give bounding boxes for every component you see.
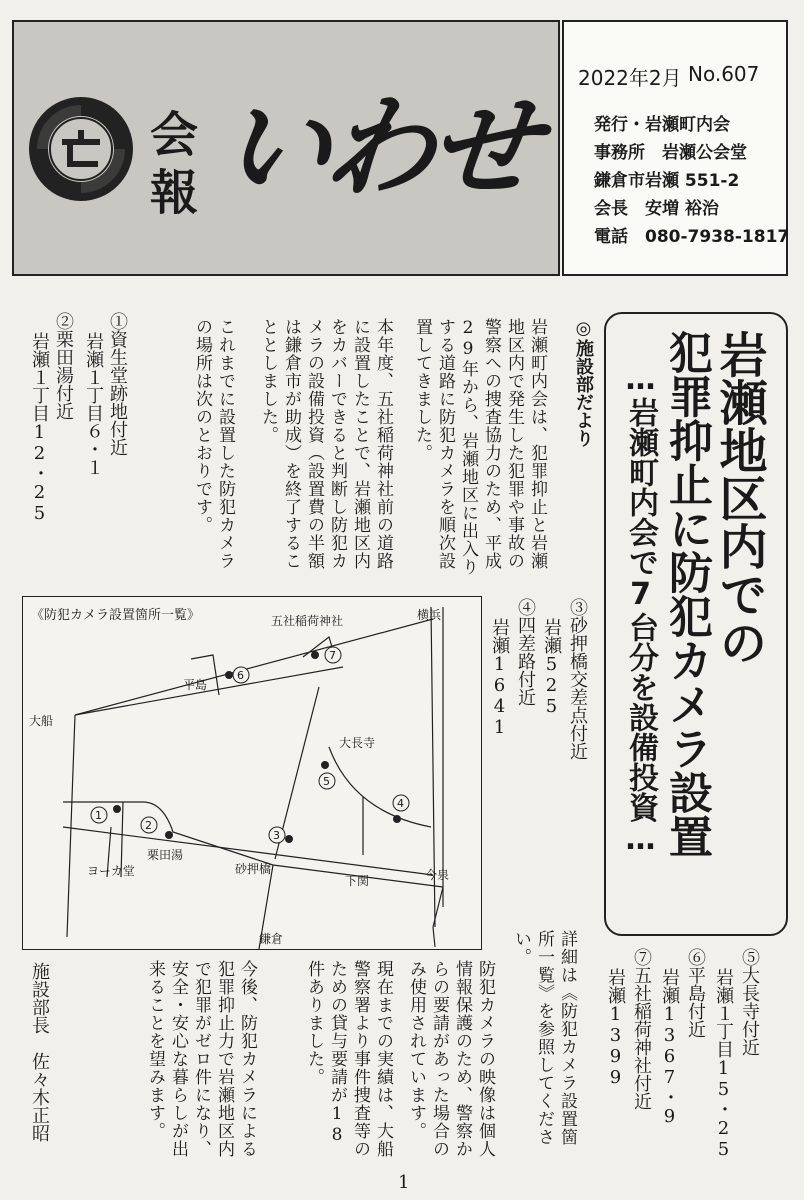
svg-text:2: 2 bbox=[145, 819, 152, 832]
map-label-ofuna: 大船 bbox=[29, 714, 54, 728]
masthead-kai: 会 bbox=[150, 107, 199, 163]
map-label-kamakura: 鎌倉 bbox=[259, 932, 284, 946]
location-5-address: 岩瀬１丁目15・25 bbox=[713, 968, 734, 1160]
map-title: 《防犯カメラ設置箇所一覧》 bbox=[31, 608, 201, 623]
location-2-name: ②栗田湯付近 bbox=[53, 312, 74, 420]
headline-line2: 犯罪抑止に防犯カメラ設置 bbox=[661, 330, 712, 858]
headline-subtitle: …岩瀬町内会で7台分を設備投資… bbox=[623, 362, 658, 857]
location-7-name: ⑦五社稲荷神社付近 bbox=[631, 948, 652, 1110]
address: 鎌倉市岩瀬 551-2 bbox=[594, 171, 740, 191]
location-6-name: ⑥平島付近 bbox=[685, 948, 706, 1038]
map-roads bbox=[63, 607, 443, 949]
issue-date: 2022年2月 bbox=[578, 66, 682, 90]
location-4-name: ④四差路付近 bbox=[515, 598, 536, 706]
bottom-paragraph-1: 防犯カメラの映像は個人情報保護のため、警察からの要請があった場合のみ使用されています。 bbox=[406, 960, 495, 1158]
location-6-address: 岩瀬1367・9 bbox=[659, 968, 680, 1127]
location-1-name: ①資生堂跡地付近 bbox=[107, 312, 128, 456]
svg-text:4: 4 bbox=[397, 797, 404, 810]
location-1-address: 岩瀬１丁目６・１ bbox=[83, 332, 104, 476]
map-marker-2 bbox=[141, 817, 157, 833]
location-5-name: ⑤大長寺付近 bbox=[739, 948, 760, 1056]
article-paragraph-3: これまでに設置した防犯カメラの場所は次のとおりです。 bbox=[192, 318, 235, 570]
map-label-shrine: 五社稲荷神社 bbox=[271, 614, 344, 628]
location-2-address: 岩瀬１丁目12・25 bbox=[29, 332, 50, 524]
publisher: 発行・岩瀬町内会 bbox=[594, 115, 730, 135]
headline-line1: 岩瀬地区内での bbox=[711, 330, 767, 666]
map-label-daichoji: 大長寺 bbox=[339, 736, 376, 750]
president: 会長 安増 裕治 bbox=[594, 199, 719, 219]
map-label-sunaoshibashi: 砂押橋 bbox=[235, 862, 272, 876]
map-marker-3 bbox=[269, 827, 285, 843]
map-label-shimozeki: 下関 bbox=[345, 874, 370, 888]
map-marker-6 bbox=[233, 667, 249, 683]
map-marker-5 bbox=[319, 773, 335, 789]
masthead-title: いわせ bbox=[214, 83, 540, 212]
map-labels bbox=[29, 607, 449, 946]
office: 事務所 岩瀬公会堂 bbox=[594, 143, 747, 163]
masthead-ho: 報 bbox=[150, 165, 199, 221]
bottom-paragraph-3: 今後、防犯カメラによる犯罪抑止力で岩瀬地区内で犯罪がゼロ件になり、安全・安心な暮らしが出来ることを望みます。 bbox=[145, 960, 257, 1158]
location-3-name: ③砂押橋交差点付近 bbox=[567, 598, 588, 760]
map-label-yokado: ヨーカ堂 bbox=[87, 864, 135, 878]
map-label-hirashima: 平島 bbox=[183, 678, 208, 692]
location-3-address: 岩瀬525 bbox=[541, 618, 562, 717]
detail-note: 詳細は《防犯カメラ設置箇所一覧》を参照してください。 bbox=[511, 930, 577, 1146]
map-label-imaizumi: 今泉 bbox=[425, 868, 450, 882]
svg-text:1: 1 bbox=[95, 809, 102, 822]
map-marker-7 bbox=[325, 647, 341, 663]
phone: 電話 080-7938-1817 bbox=[594, 227, 790, 247]
map-marker-1 bbox=[91, 807, 107, 823]
map-marker-4 bbox=[393, 795, 409, 811]
svg-text:3: 3 bbox=[273, 829, 280, 842]
camera-location-map bbox=[22, 596, 482, 950]
location-4-address: 岩瀬1641 bbox=[489, 618, 510, 738]
map-label-kuritayu: 栗田湯 bbox=[147, 848, 184, 862]
signature: 施設部長 佐々木正昭 bbox=[29, 962, 50, 1142]
svg-text:7: 7 bbox=[329, 649, 336, 662]
page-number: 1 bbox=[398, 1172, 410, 1193]
svg-text:5: 5 bbox=[323, 775, 330, 788]
article-paragraph-2: 本年度、五社稲荷神社前の道路に設置したことで、岩瀬地区内をカバーできると判断し防犯カメラの設備投資（設置費の半額は鎌倉市が助成）を終了することとしました。 bbox=[258, 318, 393, 570]
location-7-address: 岩瀬1399 bbox=[605, 968, 626, 1088]
town-emblem-icon bbox=[22, 90, 140, 208]
map-label-yokohama: 横浜 bbox=[417, 608, 442, 622]
article-paragraph-1: 岩瀬町内会は、犯罪抑止と岩瀬地区内で発生した犯罪や事故の警察への捜査協力のため、平成29年から、岩瀬地区に出入りする道路に防犯カメラを順次設置してきました。 bbox=[412, 318, 547, 576]
svg-text:6: 6 bbox=[237, 669, 244, 682]
issue-number: No.607 bbox=[688, 62, 760, 86]
bottom-paragraph-2: 現在までの実績は、大船警察署より事件捜査等のための貸与要請が18件ありました。 bbox=[304, 960, 393, 1158]
section-heading: ◎施設部だより bbox=[573, 318, 594, 447]
